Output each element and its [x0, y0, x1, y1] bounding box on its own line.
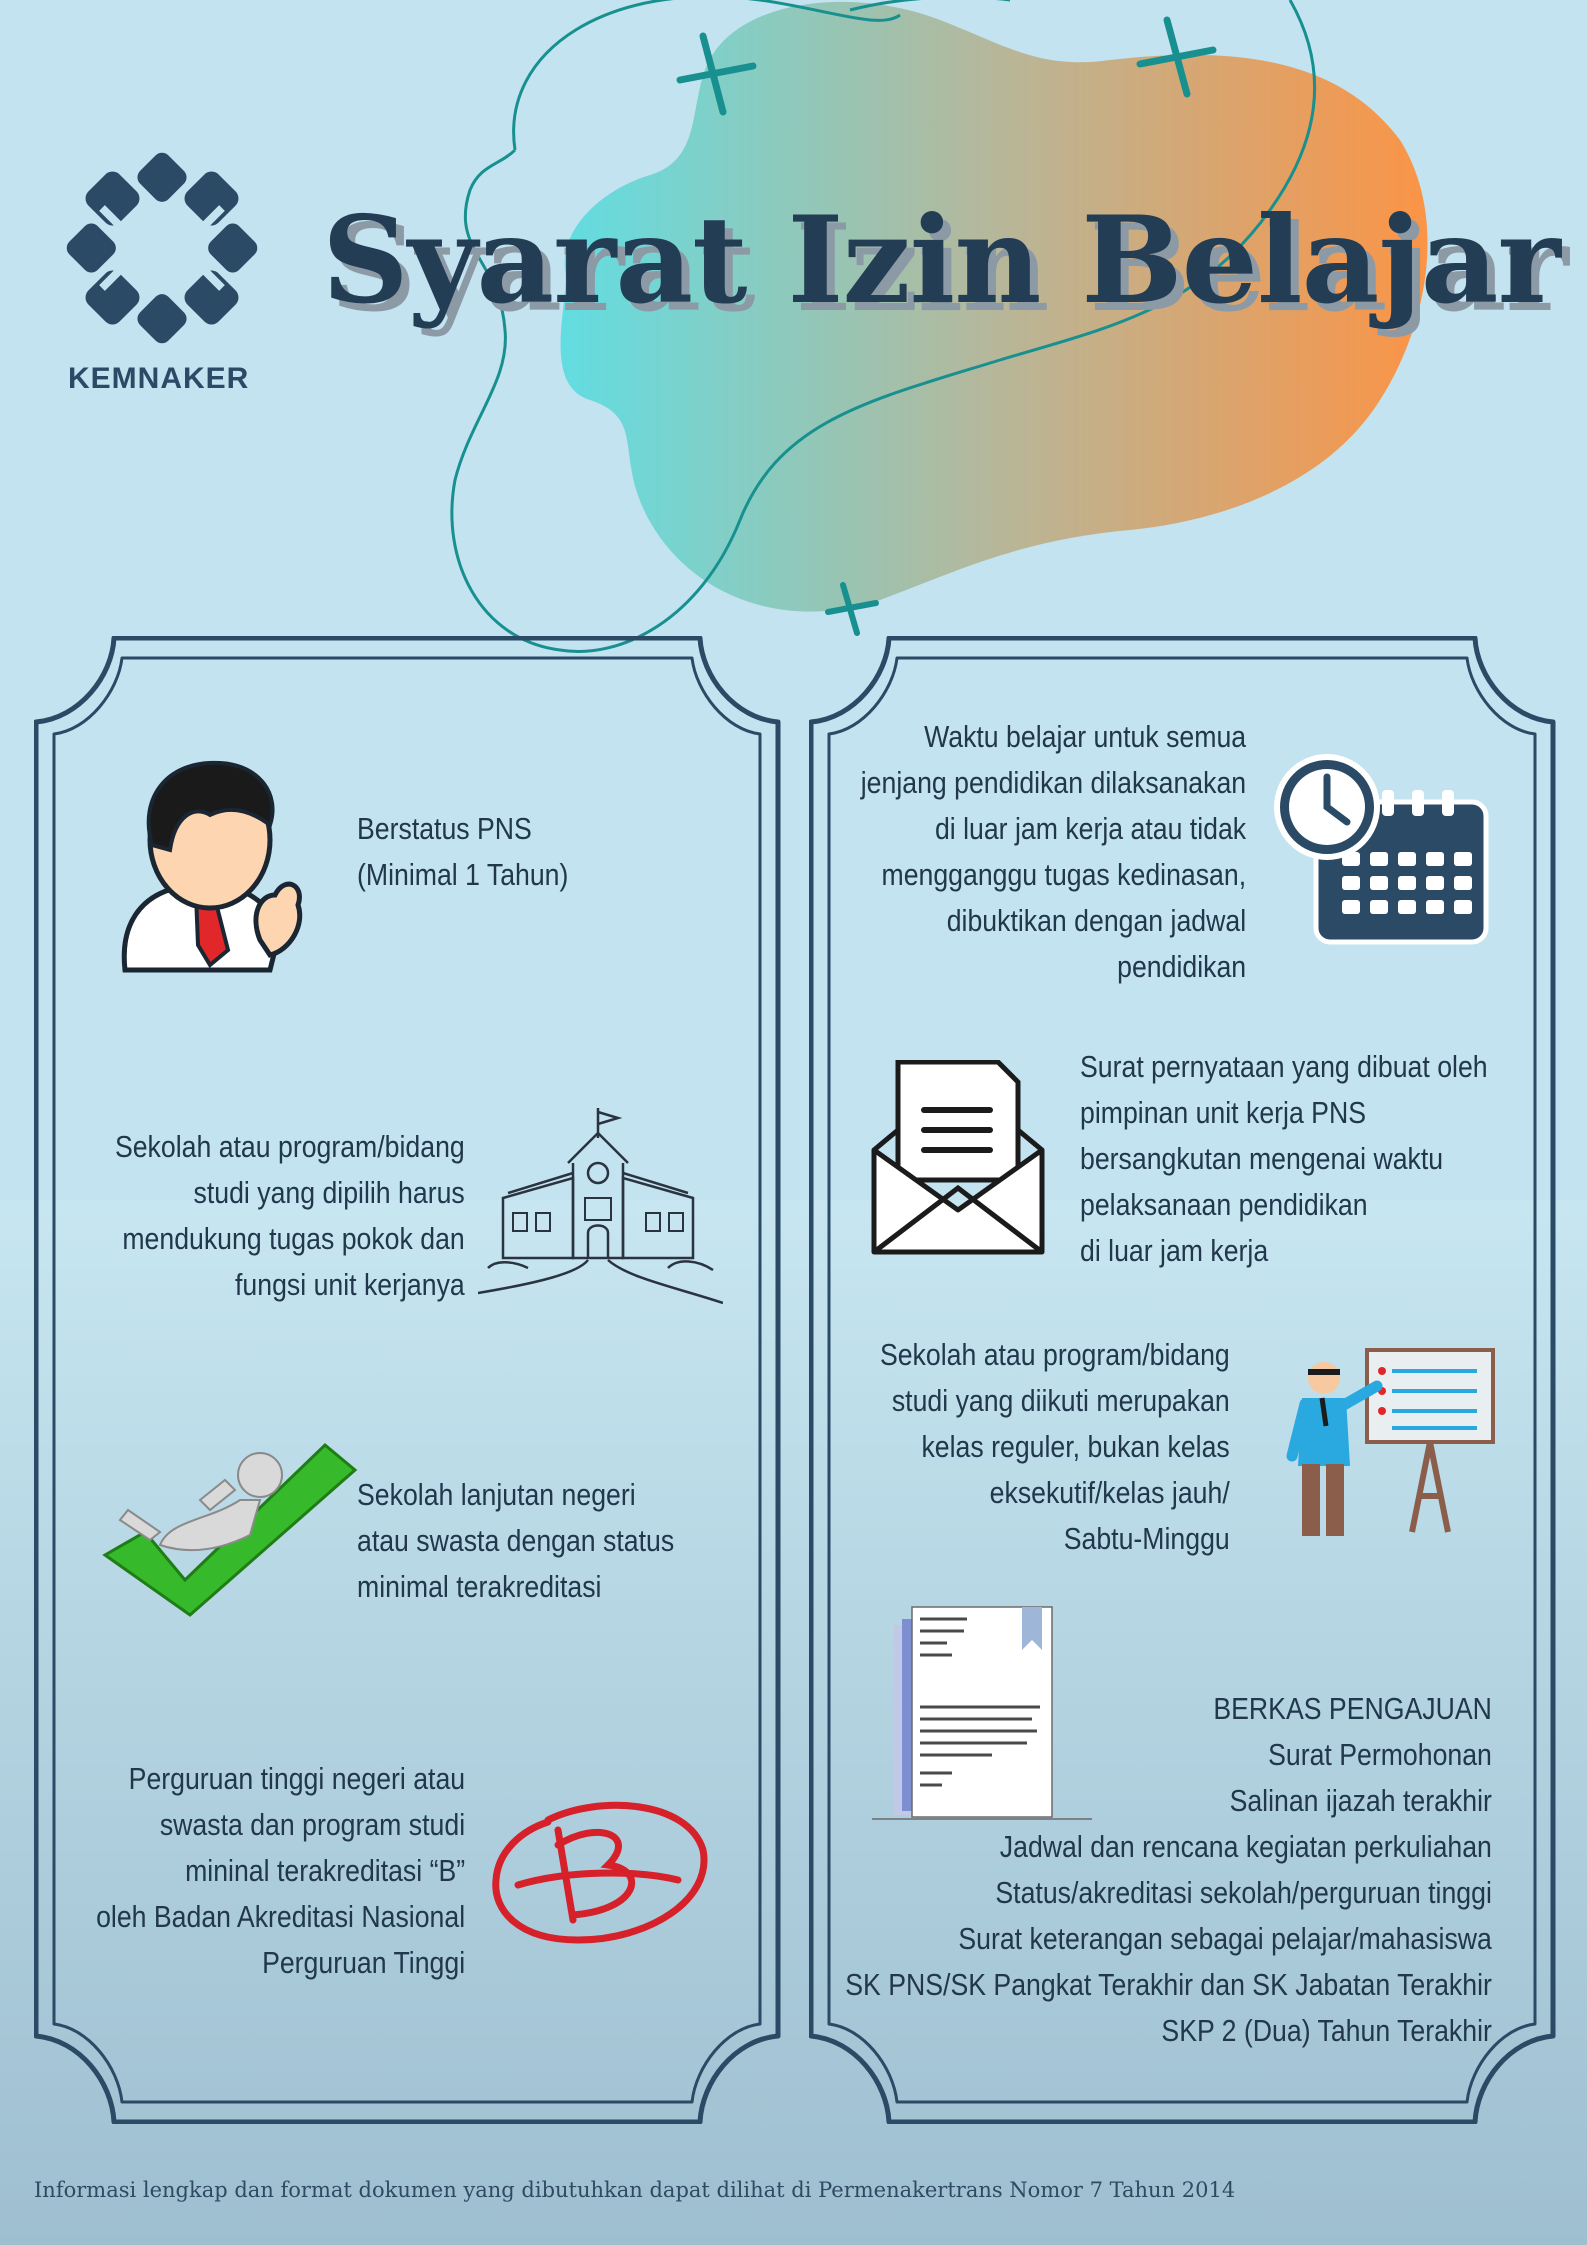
right-item-2-text: [1080, 1044, 1488, 1274]
text-line: atau swasta dengan status: [357, 1523, 675, 1558]
text-line: mendukung tugas pokok dan: [122, 1221, 465, 1256]
page-title: Syarat Izin Belajar: [322, 190, 1560, 331]
text-line: pendidikan: [1117, 949, 1246, 984]
text-line: Surat keterangan sebagai pelajar/mahasiswa: [958, 1921, 1492, 1956]
kemnaker-logo: [62, 148, 262, 395]
text-line: di luar jam kerja: [1080, 1233, 1269, 1268]
text-line: studi yang diikuti merupakan: [892, 1383, 1230, 1418]
text-line: Sekolah lanjutan negeri: [357, 1477, 636, 1512]
footer-note: Informasi lengkap dan format dokumen yang dibutuhkan dapat dilihat di Permenakertrans Nomor 7 Tahun 2014: [34, 2178, 1236, 2202]
teacher-board-icon: [1282, 1346, 1497, 1542]
grade-b-icon: [488, 1790, 710, 1948]
left-item-1-text: [357, 806, 568, 898]
text-line: Salinan ijazah terakhir: [1229, 1783, 1492, 1818]
text-line: minimal terakreditasi: [357, 1569, 602, 1604]
text-line: bersangkutan mengenai waktu: [1080, 1141, 1444, 1176]
text-line: (Minimal 1 Tahun): [357, 857, 569, 892]
text-line: eksekutif/kelas jauh/: [989, 1475, 1230, 1510]
left-item-4-text: [96, 1756, 465, 1986]
text-line: swasta dan program studi: [159, 1807, 465, 1842]
civil-servant-icon: [110, 755, 305, 980]
text-line: pelaksanaan pendidikan: [1080, 1187, 1368, 1222]
decorative-blob: [0, 0, 1587, 700]
left-item-3-text: [357, 1472, 674, 1610]
berkas-heading: BERKAS PENGAJUAN: [1213, 1691, 1492, 1726]
text-line: di luar jam kerja atau tidak: [934, 811, 1246, 846]
text-line: Surat pernyataan yang dibuat oleh: [1080, 1049, 1488, 1084]
text-line: Sabtu-Minggu: [1064, 1521, 1230, 1556]
text-line: Perguruan Tinggi: [261, 1945, 465, 1980]
text-line: pimpinan unit kerja PNS: [1080, 1095, 1367, 1130]
checkmark-icon: [100, 1440, 360, 1620]
text-line: Status/akreditasi sekolah/perguruan tinggi: [995, 1875, 1492, 1910]
envelope-letter-icon: [870, 1060, 1046, 1258]
text-line: Sekolah atau program/bidang: [115, 1129, 465, 1164]
school-building-icon: [478, 1108, 723, 1308]
text-line: mininal terakreditasi “B”: [184, 1853, 465, 1888]
right-item-3-text: [880, 1332, 1230, 1562]
text-line: kelas reguler, bukan kelas: [921, 1429, 1230, 1464]
text-line: Berstatus PNS: [357, 811, 532, 846]
left-item-2-text: [115, 1124, 465, 1308]
text-line: Perguruan tinggi negeri atau: [128, 1761, 465, 1796]
text-line: fungsi unit kerjanya: [235, 1267, 465, 1302]
text-line: Surat Permohonan: [1268, 1737, 1492, 1772]
berkas-pengajuan-list: [845, 1686, 1492, 2054]
text-line: Jadwal dan rencana kegiatan perkuliahan: [999, 1829, 1492, 1864]
clock-calendar-icon: [1272, 752, 1494, 947]
logo-text: KEMNAKER: [68, 362, 250, 395]
right-item-1-text: [861, 714, 1246, 990]
text-line: oleh Badan Akreditasi Nasional: [95, 1899, 465, 1934]
text-line: Sekolah atau program/bidang: [880, 1337, 1230, 1372]
kemnaker-logo-mark-icon: [62, 148, 262, 348]
text-line: SK PNS/SK Pangkat Terakhir dan SK Jabatan Terakhir: [845, 1967, 1492, 2002]
text-line: jenjang pendidikan dilaksanakan: [860, 765, 1246, 800]
text-line: mengganggu tugas kedinasan,: [881, 857, 1246, 892]
text-line: SKP 2 (Dua) Tahun Terakhir: [1161, 2013, 1492, 2048]
text-line: studi yang dipilih harus: [193, 1175, 465, 1210]
text-line: Waktu belajar untuk semua: [923, 719, 1246, 754]
text-line: dibuktikan dengan jadwal: [946, 903, 1246, 938]
